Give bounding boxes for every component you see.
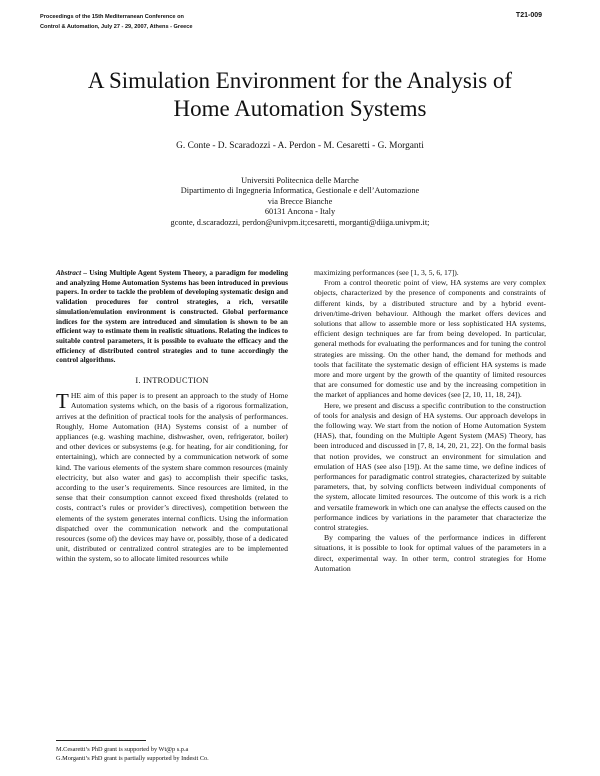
affiliation-university: Universiti Politecnica delle Marche: [241, 176, 359, 185]
abstract: [56, 268, 288, 365]
author-list: G. Conte - D. Scaradozzi - A. Perdon - M. Cesaretti - G. Morganti: [176, 141, 424, 151]
title-line-2: Home Automation Systems: [173, 96, 427, 121]
paper-id: T21-009: [515, 12, 542, 19]
right-column: [314, 268, 546, 574]
intro-paragraph-3: Here, we present and discuss a specific contribution to the construction of tools for analysis and design of HA systems. Our approach develops in the following way. We start from the notion of Home Automation System (HAS), that, founding on the Multiple Agent System (MAS) Theory, has been introduced and discussed in [7, 8, 14, 20, 21, 22]. On the formal basis that notion provides, we construct an environment for simulation and emulation of HAS (see also [19]). At the same time, we define indices of performances for paradigmatic control strategies, characterized by suitable parameters, that, by solving conflicts between individual components of the system, allocate limited resources. The outcome of this work is a rich and versatile framework in which one can analyse the effects caused on the performance indices by variations in the parameter that characterize the control strategies.: [314, 400, 546, 533]
affiliation: [0, 176, 600, 228]
drop-cap: T: [56, 389, 69, 414]
affiliation-department: Dipartimento di Ingegneria Informatica, Gestionale e dell’Automazione: [180, 186, 420, 196]
footnote-2: G.Morganti’s PhD grant is partially supported by Indesit Co.: [56, 755, 209, 763]
abstract-label: Abstract –: [56, 268, 87, 277]
footnote-1: M.Cesaretti’s PhD grant is supported by Wt@p s.p.a: [56, 746, 189, 753]
conference-line-1: Proceedings of the 15th Mediterranean Conference on: [40, 14, 184, 20]
intro-paragraph-1: [56, 391, 288, 564]
intro-paragraph-1-text: HE aim of this paper is to present an approach to the study of Home Automation systems which, on the basis of a rigorous formalization, arrives at the definition of practical tools for the analysis of performances. Roughly, Home Automation (HA) Systems consist of a number of appliances (e.g. washing machine, dishwasher, oven, refrigerator, boiler) and other devices or subsystems (e.g. for heating, for air conditioning, for entertaining), which are connected by a communication network of some kind. The various elements of the system share common resources (mainly electricity, but also water and gas) to accomplish their specific tasks, according to the user’s requirements. Since resources are limited, in the sense that their consumption cannot exceed fixed thresholds (related to costs, contract’s rules or provider’s directives), competition between the elements of the system generates internal conflicts. Using the information dispatched over the communication network and the computational resources (some of) the devices may have or, possibly, those of a dedicated unit, distributed or centralized control strategies are to be implemented within the system, so to allocate limited resources while: [56, 391, 288, 564]
conference-header: [40, 13, 193, 32]
intro-paragraph-4: By comparing the values of the performance indices in different situations, it is possible to look for optimal values of the parameters in a direct, experimental way. In other term, control strategies for Home Automation: [314, 533, 546, 573]
conference-line-2: Control & Automation, July 27 - 29, 2007, Athens - Greece: [40, 23, 193, 30]
section-heading-introduction: I. INTRODUCTION: [135, 376, 209, 386]
intro-paragraph-2: From a control theoretic point of view, HA systems are very complex objects, characterized by the presence of components and constraints of different kinds, by a distributed structure and by a hybrid event-driven/time-driven behaviour. Although the market offers devices and solutions that allow to assemble more or less sophisticated HA systems, efficient design techniques are far from being developed. In particular, general methods for evaluating the performances and for tuning the control strategies are missing. On the other hand, the demand for methods and tools that facilitate the systematic design of efficient HA systems is made more and more urgent by the growth of the quantity of limited resources that are consumed for domestic use and by the increasing competition in the market of appliances and home devices (see [2, 10, 11, 18, 24]).: [314, 278, 546, 400]
affiliation-emails: gconte, d.scaradozzi, perdon@univpm.it;cesaretti, morganti@diiga.univpm.it;: [170, 217, 430, 227]
footnote-divider: [56, 740, 146, 741]
affiliation-street: via Brecce Bianche: [267, 196, 333, 206]
footnotes: [56, 745, 288, 763]
left-column: [56, 268, 288, 565]
title-line-1: A Simulation Environment for the Analysis of: [87, 68, 513, 93]
affiliation-city: 60131 Ancona - Italy: [264, 207, 336, 217]
intro-continuation: maximizing performances (see [1, 3, 5, 6, 17]).: [314, 268, 459, 277]
paper-title: [0, 67, 600, 123]
abstract-text: Using Multiple Agent System Theory, a paradigm for modeling and analyzing Home Automation Systems has been introduced in previous papers. In order to tackle the problem of developing systematic design and validation procedures for control strategies, a rich, versatile simulation/emulation environment is constructed. Global performance indices for the system are introduced and simulation is shown to be an efficient way to estimate them in realistic situations. Relating the indices to suitable control parameters, it is possible to evaluate the efficacy and the efficiency of distributed control strategies and to tune accordingly the control algorithms.: [56, 268, 288, 365]
